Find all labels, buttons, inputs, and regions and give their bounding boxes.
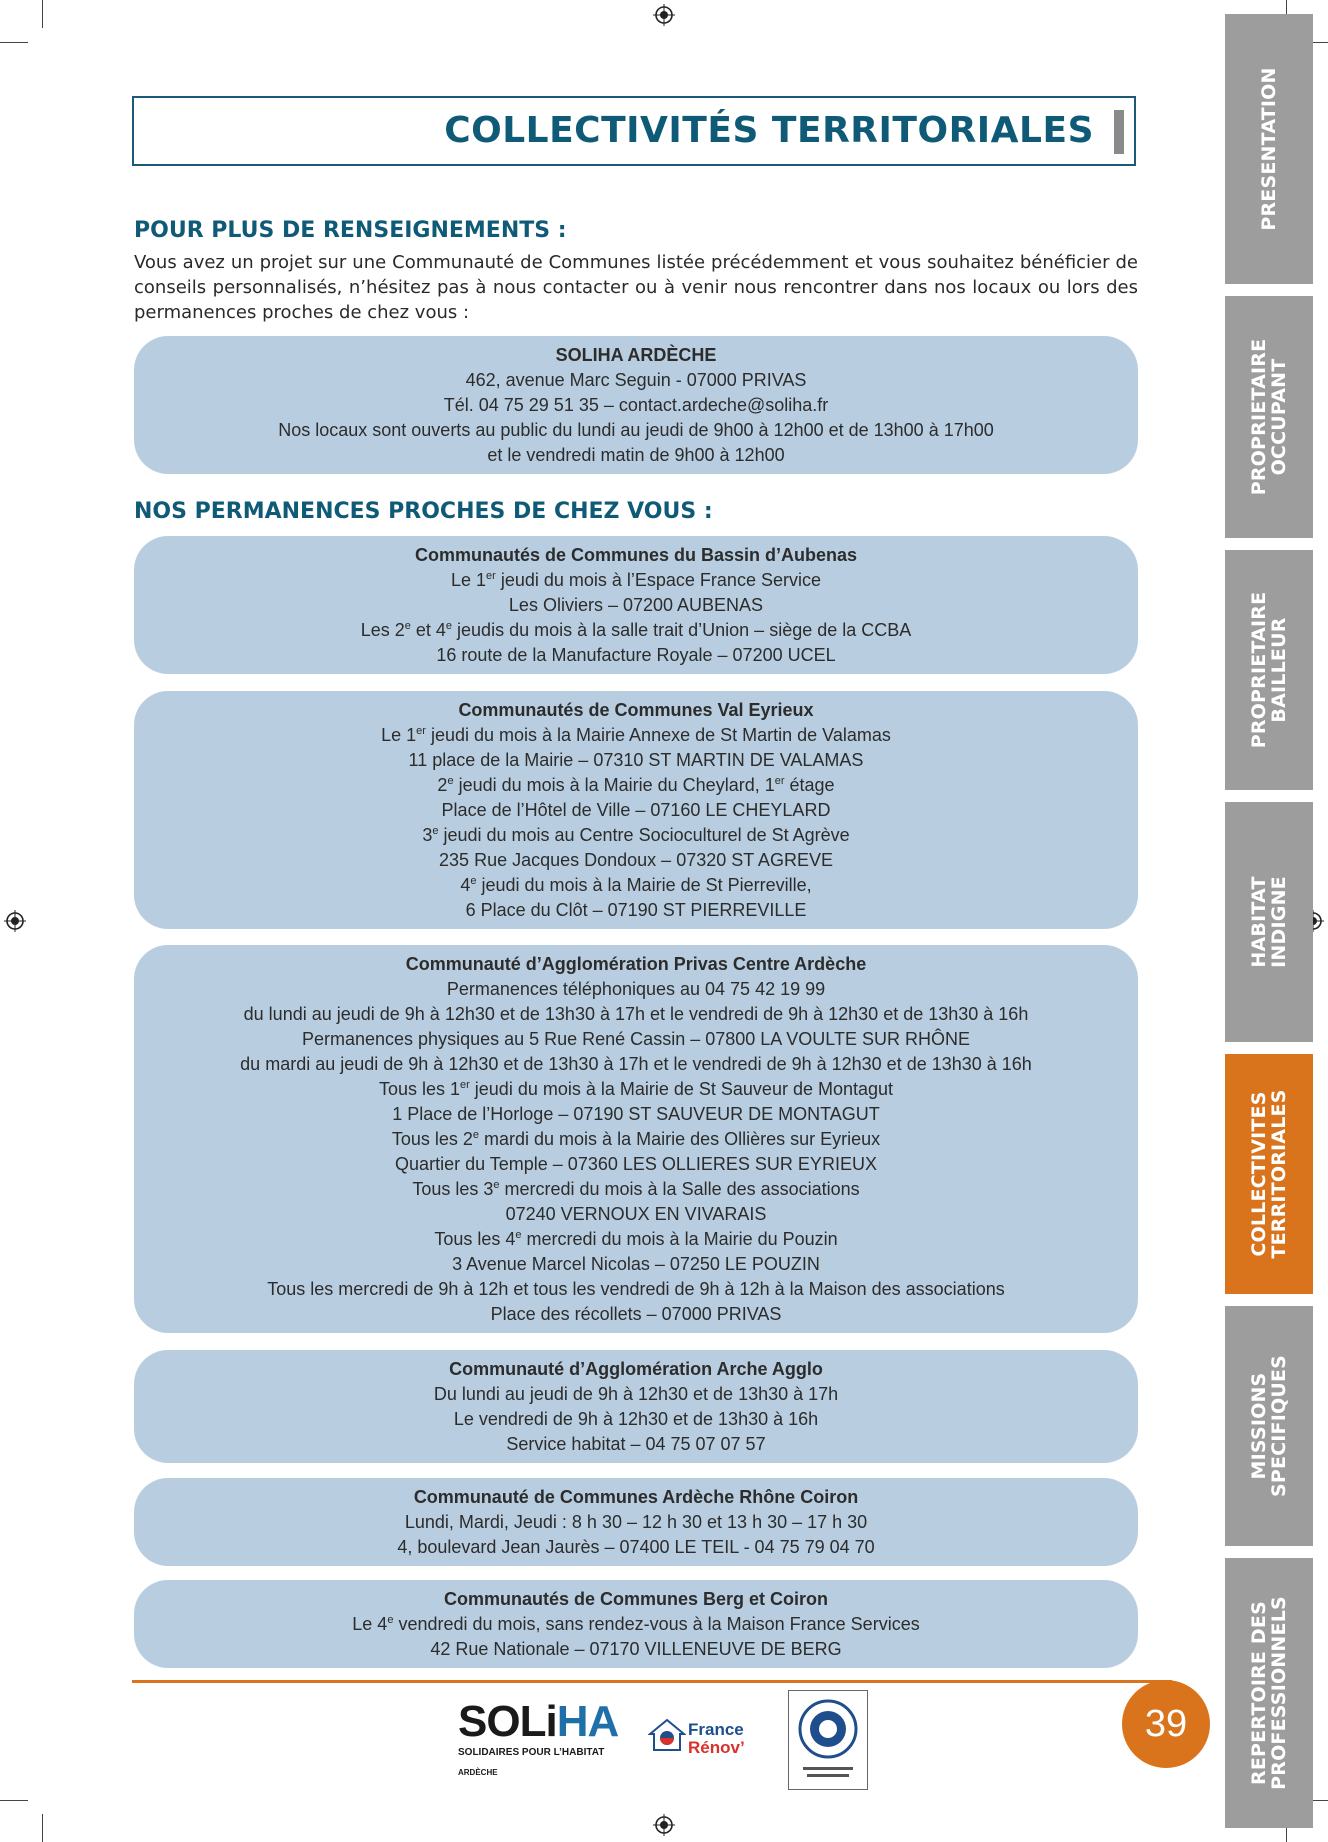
tab-habitat-indigne[interactable]	[1225, 802, 1313, 1042]
title-accent-bar	[1114, 110, 1124, 154]
card-line: 1 Place de l’Horloge – 07190 ST SAUVEUR DE MONTAGUT	[392, 1104, 880, 1124]
tab-presentation[interactable]	[1225, 14, 1313, 284]
seal-icon	[789, 1691, 867, 1789]
card-line: 3 Avenue Marcel Nicolas – 07250 LE POUZIN	[452, 1254, 820, 1274]
card-title: Communauté de Communes Ardèche Rhône Coiron	[413, 1487, 859, 1507]
permanence-card-berg-coiron	[134, 1580, 1138, 1668]
permanence-card-aubenas	[134, 536, 1138, 674]
card-line: Le 4e vendredi du mois, sans rendez-vous à la Maison France Services	[352, 1614, 920, 1634]
card-line: 2e jeudi du mois à la Mairie du Cheylard, 1er étage	[437, 775, 835, 795]
card-line: Place de l’Hôtel de Ville – 07160 LE CHEYLARD	[441, 800, 831, 820]
contact-hours: et le vendredi matin de 9h00 à 12h00	[487, 445, 785, 465]
crop-mark	[0, 42, 28, 43]
card-line: Service habitat – 04 75 07 07 57	[506, 1434, 766, 1454]
tab-label: PROPRIETAIRE OCCUPANT	[1248, 338, 1290, 496]
card-line: Permanences téléphoniques au 04 75 42 19 99	[446, 979, 826, 999]
tab-label: HABITAT INDIGNE	[1248, 876, 1290, 968]
tab-label: MISSIONS SPECIFIQUES	[1248, 1354, 1290, 1498]
card-title: Communautés de Communes Berg et Coiron	[443, 1589, 829, 1609]
intro-text: Vous avez un projet sur une Communauté de Communes listée précédemment et vous souhaitez bénéficier de conseils personnalisés, n’hésitez pas à nous contacter ou à venir nous rencontrer dans nos locaux ou lors des permanences proches de chez vous :	[134, 252, 1138, 323]
france-renov-text: France	[688, 1720, 744, 1739]
tab-proprietaire-occupant[interactable]	[1225, 296, 1313, 538]
card-line: Place des récollets – 07000 PRIVAS	[490, 1304, 782, 1324]
page-number: 39	[1122, 1680, 1210, 1768]
contact-hours: Nos locaux sont ouverts au public du lundi au jeudi de 9h00 à 12h00 et de 13h00 à 17h00	[278, 420, 994, 440]
card-line: Tous les 2e mardi du mois à la Mairie des Ollières sur Eyrieux	[391, 1129, 881, 1149]
card-line: 235 Rue Jacques Dondoux – 07320 ST AGREVE	[439, 850, 833, 870]
card-line: 3e jeudi du mois au Centre Socioculturel de St Agrève	[422, 825, 850, 845]
info-heading: POUR PLUS DE RENSEIGNEMENTS :	[134, 218, 567, 243]
card-line: Le 1er jeudi du mois à l’Espace France Service	[451, 570, 821, 590]
france-renov-logo	[646, 1708, 766, 1778]
soliha-logo	[458, 1697, 628, 1780]
card-line: Tous les mercredi de 9h à 12h et tous les vendredi de 9h à 12h à la Maison des associations	[267, 1279, 1005, 1299]
soliha-region: ARDÈCHE	[458, 1768, 498, 1777]
soliha-tagline: SOLIDAIRES POUR L’HABITAT	[458, 1747, 605, 1758]
card-line: Du lundi au jeudi de 9h à 12h30 et de 13h30 à 17h	[433, 1384, 839, 1404]
card-line: 11 place de la Mairie – 07310 ST MARTIN DE VALAMAS	[408, 750, 864, 770]
permanence-card-rhone-coiron	[134, 1478, 1138, 1566]
registration-mark-icon	[653, 1814, 675, 1836]
registration-mark-icon	[653, 4, 675, 26]
card-line: Tous les 1er jeudi du mois à la Mairie de St Sauveur de Montagut	[378, 1079, 894, 1099]
page-title: COLLECTIVITÉS TERRITORIALES	[444, 110, 1094, 151]
card-line: Tous les 4e mercredi du mois à la Mairie du Pouzin	[434, 1229, 838, 1249]
card-title: Communauté d’Agglomération Arche Agglo	[449, 1359, 823, 1379]
crop-mark	[0, 1800, 28, 1801]
card-line: 42 Rue Nationale – 07170 VILLENEUVE DE BERG	[430, 1639, 842, 1659]
card-line: du lundi au jeudi de 9h à 12h30 et de 13h30 à 17h et le vendredi de 9h à 12h30 et de 13h30 à 16h	[243, 1004, 1029, 1024]
card-line: Les Oliviers – 07200 AUBENAS	[508, 595, 764, 615]
house-icon	[648, 1718, 686, 1752]
card-line: Les 2e et 4e jeudis du mois à la salle trait d’Union – siège de la CCBA	[360, 620, 912, 640]
permanence-card-privas	[134, 945, 1138, 1333]
tab-proprietaire-bailleur[interactable]	[1225, 550, 1313, 790]
contact-box	[134, 336, 1138, 474]
card-line: Le 1er jeudi du mois à la Mairie Annexe de St Martin de Valamas	[381, 725, 891, 745]
tab-repertoire-professionnels[interactable]	[1225, 1558, 1313, 1828]
card-title: Communautés de Communes du Bassin d’Aubenas	[414, 545, 858, 565]
card-line: du mardi au jeudi de 9h à 12h30 et de 13h30 à 17h et le vendredi de 9h à 12h30 et de 13h30 à 16h	[240, 1054, 1032, 1074]
crop-mark	[42, 0, 43, 28]
card-line: 6 Place du Clôt – 07190 ST PIERREVILLE	[465, 900, 807, 920]
card-line: 16 route de la Manufacture Royale – 07200 UCEL	[436, 645, 836, 665]
footer-divider	[132, 1680, 1172, 1683]
card-line: Tous les 3e mercredi du mois à la Salle des associations	[412, 1179, 860, 1199]
card-line: Lundi, Mardi, Jeudi : 8 h 30 – 12 h 30 et 13 h 30 – 17 h 30	[404, 1512, 868, 1532]
contact-name: SOLIHA ARDÈCHE	[555, 345, 717, 365]
tab-label: PRESENTATION	[1258, 67, 1280, 231]
crop-mark	[42, 1814, 43, 1842]
permanence-card-val-eyrieux	[134, 691, 1138, 929]
tab-collectivites-territoriales[interactable]	[1225, 1054, 1313, 1294]
card-line: Le vendredi de 9h à 12h30 et de 13h30 à 16h	[453, 1409, 819, 1429]
contact-address: 462, avenue Marc Seguin - 07000 PRIVAS	[465, 370, 807, 390]
tab-label: COLLECTIVITES TERRITORIALES	[1248, 1089, 1290, 1259]
card-title: Communauté d’Agglomération Privas Centre Ardèche	[405, 954, 867, 974]
soliha-wordmark: SOLiHA	[458, 1697, 619, 1746]
tab-label: REPERTOIRE DES PROFESSIONNELS	[1248, 1596, 1290, 1790]
card-title: Communautés de Communes Val Eyrieux	[458, 700, 814, 720]
card-line: 4, boulevard Jean Jaurès – 07400 LE TEIL - 04 75 79 04 70	[397, 1537, 875, 1557]
card-line: 07240 VERNOUX EN VIVARAIS	[505, 1204, 767, 1224]
permanence-card-arche-agglo	[134, 1350, 1138, 1463]
registration-mark-icon	[4, 910, 26, 932]
permanences-heading: NOS PERMANENCES PROCHES DE CHEZ VOUS :	[134, 499, 713, 524]
tab-missions-specifiques[interactable]	[1225, 1306, 1313, 1546]
card-line: Quartier du Temple – 07360 LES OLLIERES SUR EYRIEUX	[395, 1154, 877, 1174]
certification-badge	[788, 1690, 868, 1790]
card-line: Permanences physiques au 5 Rue René Cassin – 07800 LA VOULTE SUR RHÔNE	[301, 1029, 970, 1049]
title-box	[132, 96, 1136, 166]
france-renov-text: Rénov’	[688, 1738, 745, 1757]
tab-label: PROPRIETAIRE BAILLEUR	[1248, 591, 1290, 749]
card-line: 4e jeudi du mois à la Mairie de St Pierreville,	[460, 875, 812, 895]
contact-phone-email: Tél. 04 75 29 51 35 – contact.ardeche@soliha.fr	[443, 395, 829, 415]
